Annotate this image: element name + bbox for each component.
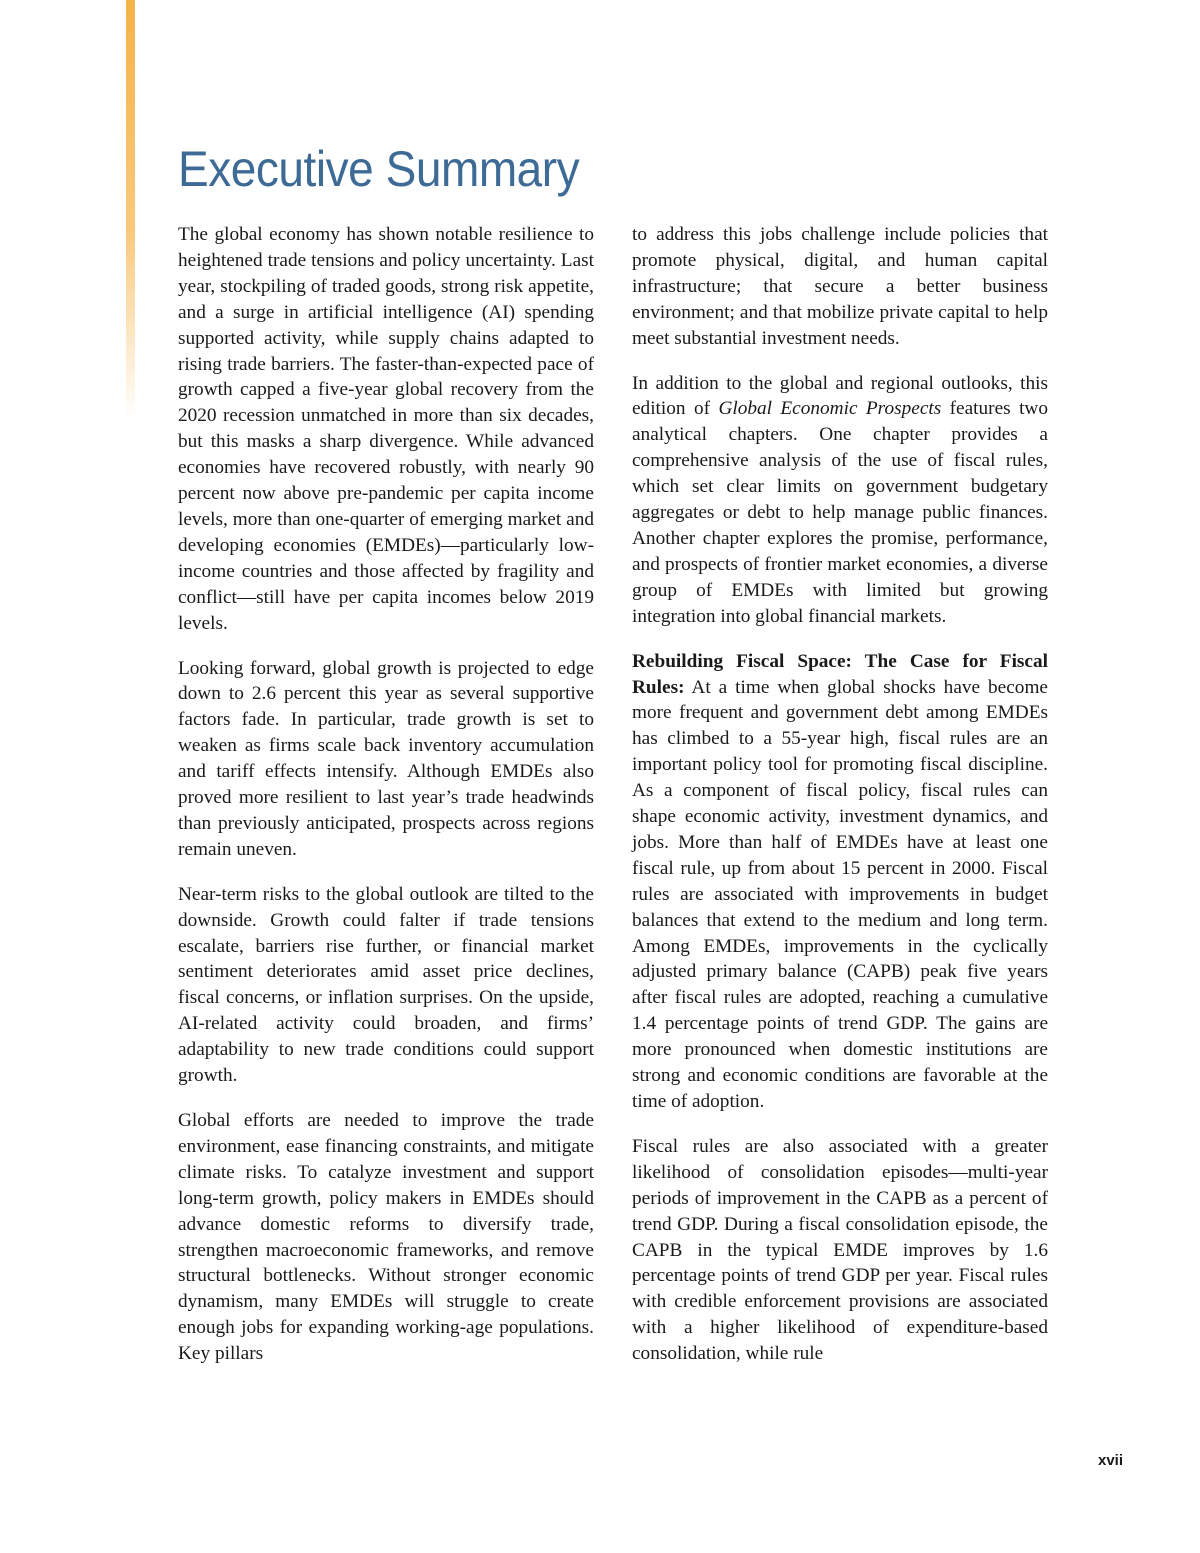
section-lead-heading: Rebuilding Fiscal Space: The Case for Fiscal Rules:: [632, 650, 1048, 698]
right-column: [632, 222, 1048, 1386]
text-segment: features two analytical chapters. One chapter provides a comprehensive analysis of the use of fiscal rules, which set clear limits on government budgetary aggregates or debt to help manage public finances. Another chapter explores the promise, performance, and prospects of frontier market economies, a diverse group of EMDEs with limited but growing integration into global financial markets.: [632, 398, 1048, 627]
text-segment: At a time when global shocks have become more frequent and government debt among EMDEs has climbed to a 55-year high, fiscal rules are an important policy tool for promoting fiscal discipline. As a component of fiscal policy, fiscal rules can shape economic activity, investment dynamics, and jobs. More than half of EMDEs have at least one fiscal rule, up from about 15 percent in 2000. Fiscal rules are associated with improvements in budget balances that extend to the medium and long term. Among EMDEs, improvements in the cyclically adjusted primary balance (CAPB) peak five years after fiscal rules are adopted, reaching a cumulative 1.4 percentage points of trend GDP. The gains are more pronounced when domestic institutions are strong and economic conditions are favorable at the time of adoption.: [632, 676, 1048, 1112]
left-column: [178, 222, 594, 1386]
paragraph-global-efforts: Global efforts are needed to improve the trade environment, ease financing constraints, and mitigate climate risks. To catalyze investment and support long-term growth, policy makers in EMDEs should advance domestic reforms to diversify trade, strengthen macroeconomic frameworks, and remove structural bottlenecks. Without stronger economic dynamism, many EMDEs will struggle to create enough jobs for expanding working-age populations. Key pillars: [178, 1110, 594, 1365]
paragraph-growth-outlook: Looking forward, global growth is projected to edge down to 2.6 percent this year as several supportive factors fade. In particular, trade growth is set to weaken as firms scale back inventory accumulation and tariff effects intensify. Although EMDEs also proved more resilient to last year’s trade headwinds than previously anticipated, prospects across regions remain uneven.: [178, 657, 594, 860]
paragraph-consolidation: Fiscal rules are also associated with a greater likelihood of consolidation episodes—multi-year periods of improvement in the CAPB as a percent of trend GDP. During a fiscal consolidation episode, the CAPB in the typical EMDE improves by 1.6 percentage points of trend GDP per year. Fiscal rules with credible enforcement provisions are associated with a higher likelihood of expenditure-based consolidation, while rule: [632, 1135, 1048, 1365]
report-title-italic: Global Economic Prospects: [718, 398, 942, 420]
text-segment: In addition to the global and regional outlooks, this edition of: [632, 372, 1048, 420]
paragraph-resilience: The global economy has shown notable resilience to heightened trade tensions and policy uncertainty. Last year, stockpiling of traded goods, strong risk appetite, and a surge in artificial intelligence (AI) spending supported activity, while supply chains adapted to rising trade barriers. The faster-than-expected pace of growth capped a five-year global recovery from the 2020 recession unmatched in more than six decades, but this masks a sharp divergence. While advanced economies have recovered robustly, with nearly 90 percent now above pre-pandemic per capita income levels, more than one-quarter of emerging market and developing economies (EMDEs)—particularly low-income countries and those affected by fragility and conflict—still have per capita incomes below 2019 levels.: [178, 224, 594, 634]
paragraph-jobs-challenge: to address this jobs challenge include policies that promote physical, digital, and human capital infrastructure; that secure a better business environment; and that mobilize private capital to help meet substantial investment needs.: [632, 224, 1048, 349]
paragraph-fiscal-rules: [632, 649, 1048, 1115]
decorative-accent-bar: [126, 0, 135, 420]
paragraph-analytical-chapters: [632, 371, 1048, 630]
page-number: xvii: [1098, 1452, 1124, 1469]
page-title: Executive Summary: [178, 141, 580, 197]
paragraph-risks: Near-term risks to the global outlook are tilted to the downside. Growth could falter if trade tensions escalate, barriers rise further, or financial market sentiment deteriorates amid asset price declines, fiscal concerns, or inflation surprises. On the upside, AI-related activity could broaden, and firms’ adaptability to new trade conditions could support growth.: [178, 883, 594, 1087]
